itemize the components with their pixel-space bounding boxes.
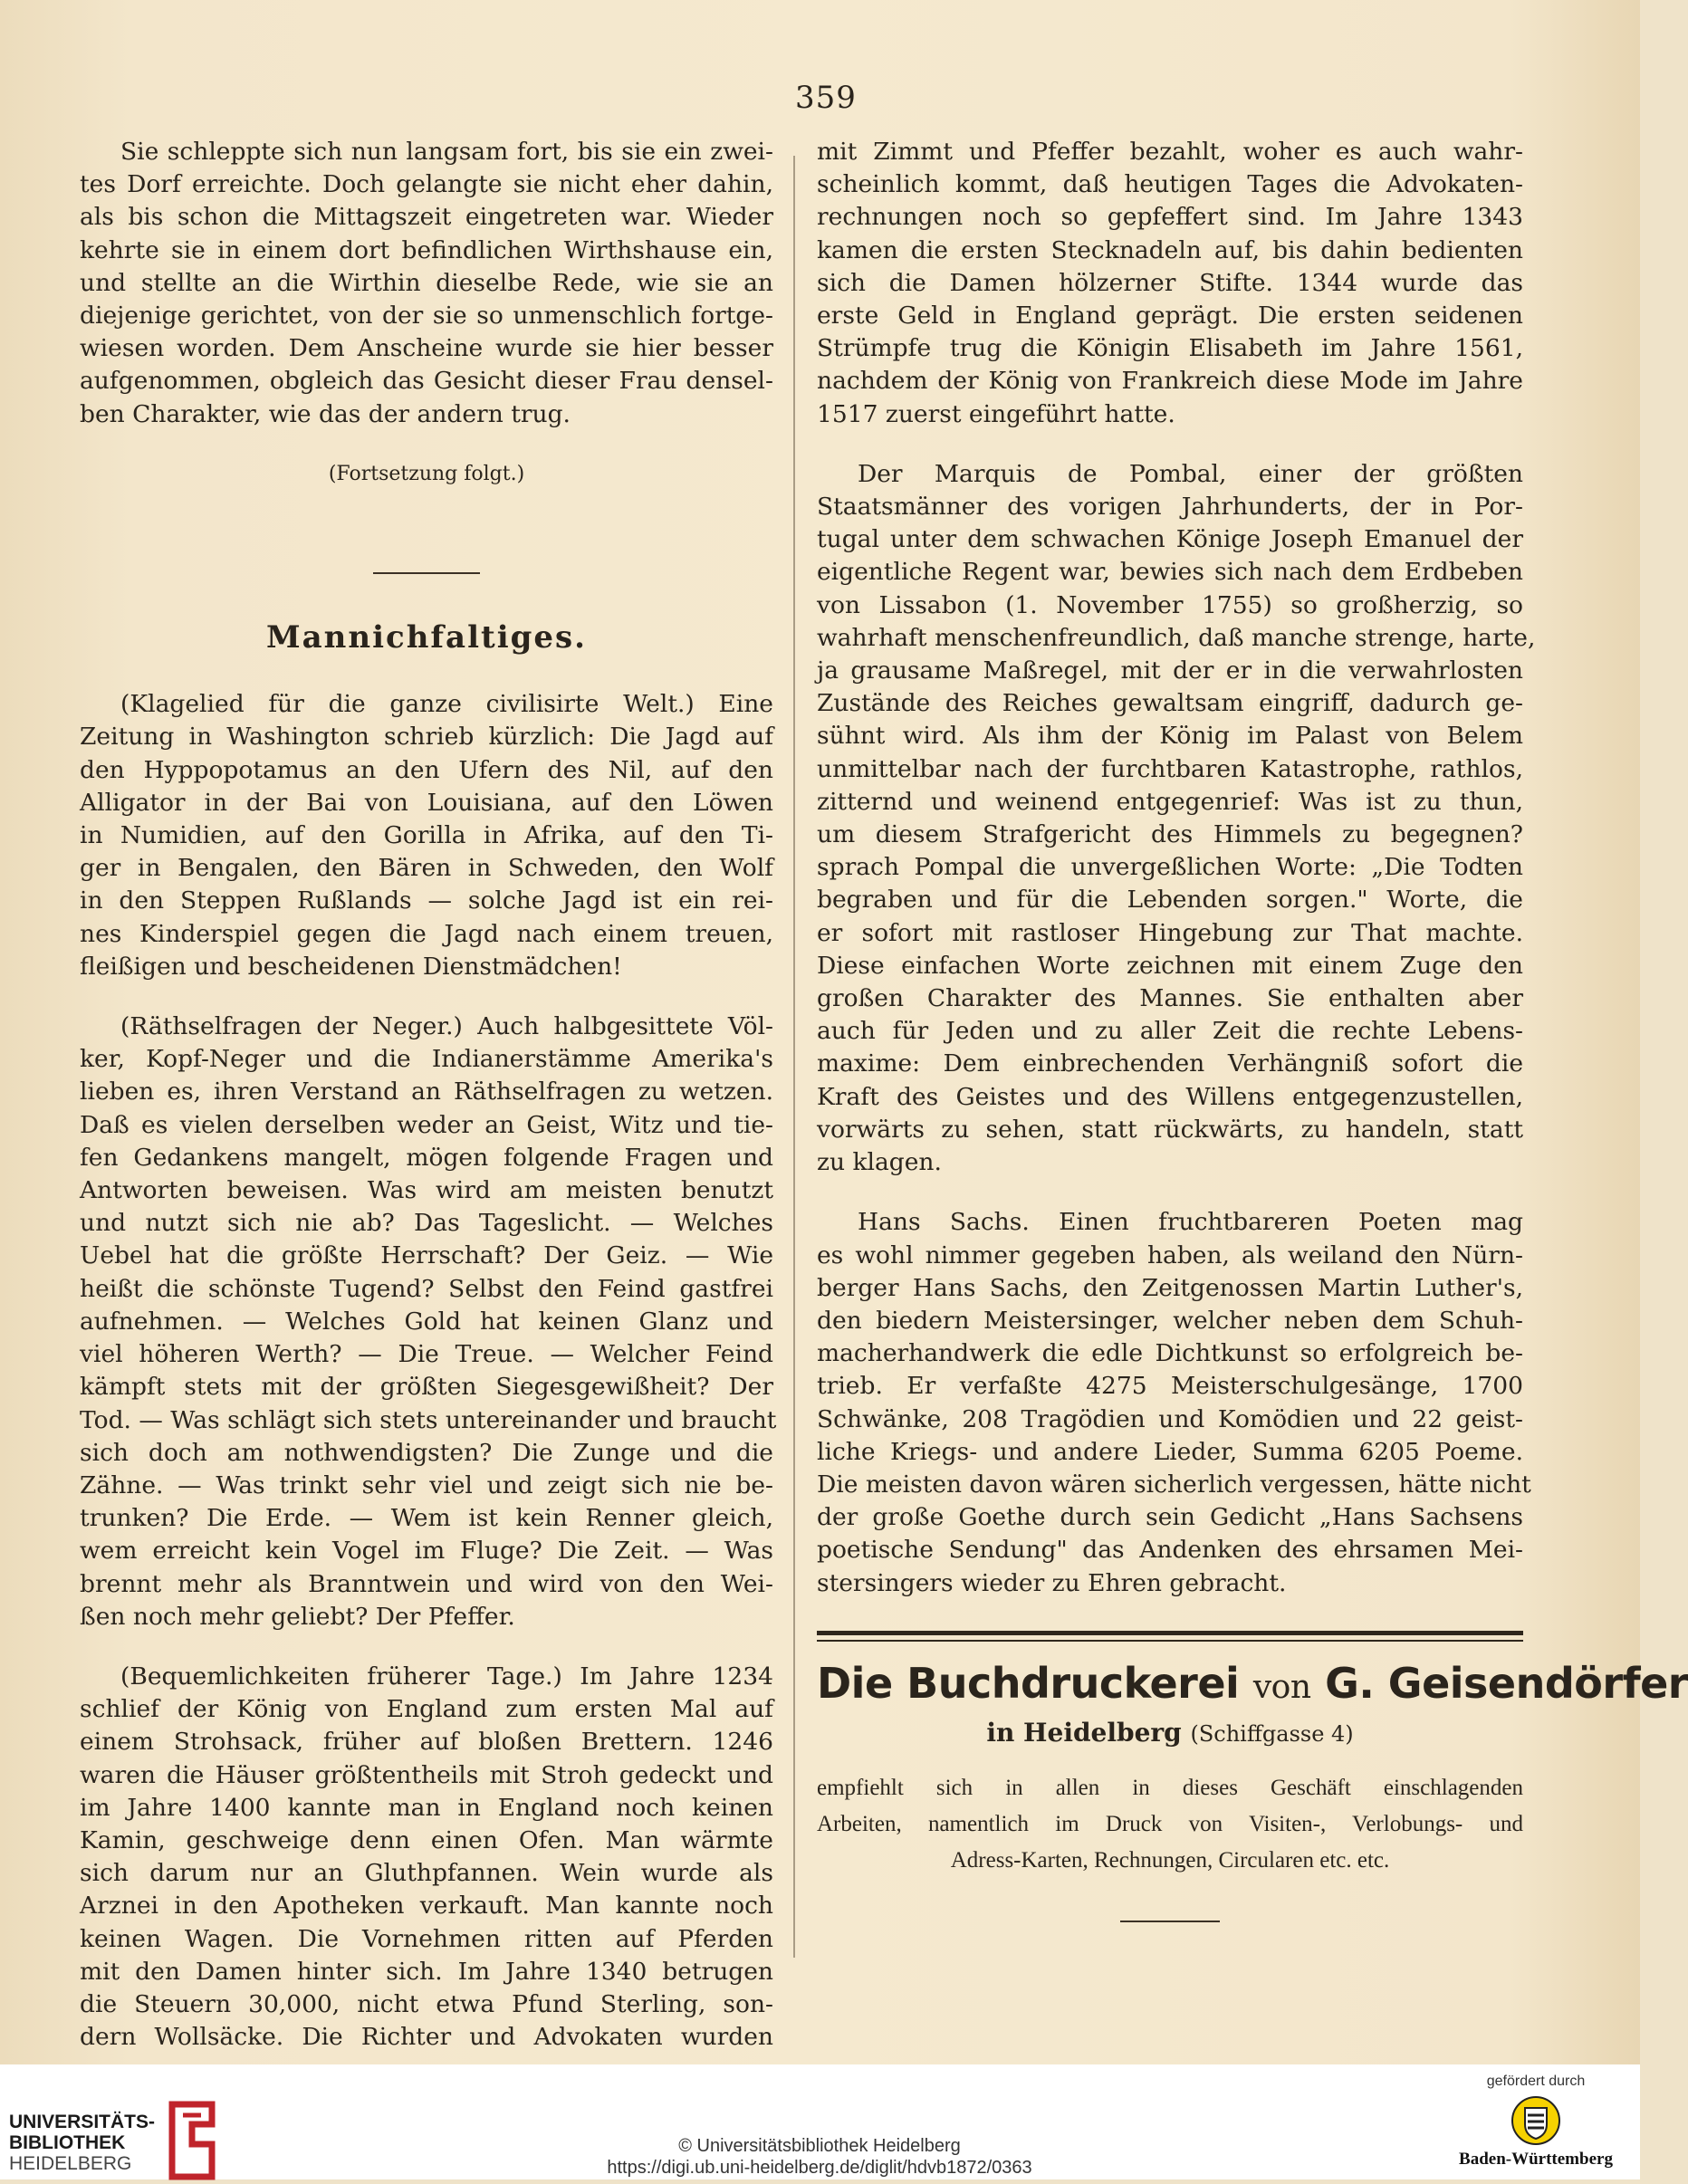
text-line: nachdem der König von Frankreich diese Mode im Jahre <box>817 367 1523 396</box>
ad-body-line: Arbeiten, namentlich im Druck von Visiten-, Verlobungs- und <box>817 1812 1523 1837</box>
text-line: lieben es, ihren Verstand an Räthselfragen zu wetzen. <box>80 1078 773 1106</box>
text-line: er sofort mit rastloser Hingebung zur That machte. <box>817 918 1523 947</box>
ad-title <box>817 1658 1688 1708</box>
text-line: Sie schleppte sich nun langsam fort, bis sie ein zwei- <box>120 138 773 166</box>
text-line: Hans Sachs. Einen fruchtbareren Poeten mag <box>858 1208 1523 1237</box>
text-line: die Steuern 30,000, nicht etwa Pfund Sterling, son- <box>80 1989 773 2018</box>
ad-city: in Heidelberg <box>986 1717 1182 1748</box>
text-line: Zeitung in Washington schrieb kürzlich: Die Jagd auf <box>80 723 773 752</box>
text-line: wahrhaft menschenfreundlich, daß manche strenge, harte, <box>817 623 1536 652</box>
text-line: dern Wollsäcke. Die Richter und Advokaten wurden <box>80 2023 773 2052</box>
text-line: sprach Pompal die unvergeßlichen Worte: „Die Todten <box>817 853 1523 882</box>
text-line: in Numidien, auf den Gorilla in Afrika, auf den Ti- <box>80 821 773 850</box>
text-line: brennt mehr als Branntwein und wird von den Wei- <box>80 1569 773 1598</box>
text-line: eigentliche Regent war, bewies sich nach dem Erdbeben <box>817 558 1523 587</box>
text-line: sich doch am nothwendigsten? Die Zunge und die <box>80 1438 773 1467</box>
text-line: Alligator in der Bai von Louisiana, auf den Löwen <box>80 788 773 817</box>
text-line: sich die Damen hölzerner Stifte. 1344 wurde das <box>817 268 1523 297</box>
library-mark-icon <box>165 2097 219 2184</box>
text-line: macherhandwerk die edle Dichtkunst so erfolgreich be- <box>817 1339 1523 1368</box>
text-line: kämpft stets mit der größten Siegesgewißheit? Der <box>80 1373 773 1402</box>
text-line: und stellte an die Wirthin dieselbe Rede, wie sie an <box>80 268 773 297</box>
continuation-note: (Fortsetzung folgt.) <box>328 462 525 485</box>
ad-location <box>817 1717 1523 1750</box>
text-line: ja grausame Maßregel, mit der er in die verwahrlosten <box>817 656 1523 685</box>
text-line: auch für Jeden und zu aller Zeit die rechte Lebens- <box>817 1017 1523 1046</box>
text-line: Staatsmänner des vorigen Jahrhunderts, der in Por- <box>817 493 1523 522</box>
story-continuation <box>80 136 773 431</box>
right-column <box>817 136 1688 1922</box>
text-line: maxime: Dem einbrechenden Verhängniß sofort die <box>817 1049 1523 1078</box>
library-name-line3: HEIDELBERG <box>9 2153 132 2174</box>
text-line: schlief der König von England zum ersten Mal auf <box>80 1695 773 1724</box>
text-line: es wohl nimmer gegeben haben, als weiland den Nürn- <box>817 1240 1523 1269</box>
text-line: Tod. — Was schlägt sich stets untereinander und braucht <box>80 1405 777 1434</box>
ad-body-line: Adress-Karten, Rechnungen, Circularen etc. etc. <box>950 1848 1390 1873</box>
text-line: trieb. Er verfaßte 4275 Meisterschulgesänge, 1700 <box>817 1372 1523 1401</box>
text-line: als bis schon die Mittagszeit eingetreten war. Wieder <box>80 203 773 232</box>
article-pombal <box>817 458 1536 1179</box>
ad-body <box>817 1770 1523 1879</box>
text-line: liche Kriegs- und andere Lieder, Summa 6205 Poeme. <box>817 1437 1523 1466</box>
text-line: ßen noch mehr geliebt? Der Pfeffer. <box>80 1602 515 1631</box>
ad-title-von: von <box>1252 1668 1311 1706</box>
text-line: Schwänke, 208 Tragödien und Komödien und 22 geist- <box>817 1404 1523 1433</box>
text-line: diejenige gerichtet, von der sie so unmenschlich fortge- <box>80 302 773 330</box>
copyright-text: © Universitätsbibliothek Heidelberg <box>678 2136 961 2156</box>
advertisement-rule <box>817 1631 1523 1642</box>
library-logo[interactable] <box>0 2084 217 2174</box>
page-number: 359 <box>795 80 857 116</box>
text-line: von Lissabon (1. November 1755) so großherzig, so <box>817 590 1523 619</box>
library-name-line1: UNIVERSITÄTS- <box>9 2112 156 2132</box>
text-line: 1517 zuerst eingeführt hatte. <box>817 399 1175 428</box>
text-line: Kamin, geschweige denn einen Ofen. Man wärmte <box>80 1825 773 1854</box>
text-line: in den Steppen Rußlands — solche Jagd ist ein rei- <box>80 886 773 915</box>
text-line: vorwärts zu sehen, statt rückwärts, zu handeln, statt <box>817 1115 1523 1144</box>
section-divider <box>373 572 480 574</box>
ad-end-rule <box>1120 1921 1220 1922</box>
text-line: und nutzt sich nie ab? Das Tageslicht. — Welches <box>80 1209 773 1238</box>
text-line: begraben und für die Lebenden sorgen." Worte, die <box>817 886 1523 915</box>
text-line: Die meisten davon wären sicherlich vergessen, hätte nicht <box>817 1470 1531 1499</box>
funder-block <box>1445 2074 1626 2170</box>
text-line: Daß es vielen derselben weder an Geist, Witz und tie- <box>80 1110 773 1139</box>
text-line: Kraft des Geistes und des Willens entgegenzustellen, <box>817 1082 1523 1111</box>
text-line: stersingers wieder zu Ehren gebracht. <box>817 1568 1287 1597</box>
text-line: unmittelbar nach der furchtbaren Katastrophe, rathlos, <box>817 754 1523 783</box>
text-line: kamen die ersten Stecknadeln auf, bis dahin bedienten <box>817 235 1523 264</box>
ad-title-name: G. Geisendörfer <box>1325 1658 1688 1708</box>
text-line: zitternd und weinend entgegenrief: Was ist zu thun, <box>817 787 1523 816</box>
text-line: trunken? Die Erde. — Wem ist kein Renner gleich, <box>80 1504 773 1533</box>
column-divider <box>793 156 795 1958</box>
text-line: den Hyppopotamus an den Ufern des Nil, auf den <box>80 755 773 784</box>
viewer-footer <box>0 2064 1640 2179</box>
article-hans-sachs <box>817 1206 1531 1599</box>
text-line: nes Kinderspiel gegen die Jagd nach einem treuen, <box>80 919 773 948</box>
article-bequemlichkeiten-cont <box>817 136 1523 431</box>
text-line: kehrte sie in einem dort befindlichen Wirthshause ein, <box>80 235 773 264</box>
text-line: der große Goethe durch sein Gedicht „Hans Sachsens <box>817 1503 1523 1532</box>
text-line: sich darum nur an Gluthpfannen. Wein wurde als <box>80 1859 773 1888</box>
text-line: heißt die schönste Tugend? Selbst den Feind gastfrei <box>80 1274 773 1303</box>
text-line: tugal unter dem schwachen Könige Joseph Emanuel der <box>817 525 1523 554</box>
text-line: Uebel hat die größte Herrschaft? Der Geiz. — Wie <box>80 1241 773 1270</box>
text-line: um diesem Strafgericht des Himmels zu begegnen? <box>817 820 1523 849</box>
library-name <box>9 2112 155 2174</box>
text-line: (Klagelied für die ganze civilisirte Welt.) Eine <box>120 690 773 719</box>
ad-title-main: Die Buchdruckerei <box>817 1658 1240 1708</box>
ad-body-line: empfiehlt sich in allen in dieses Geschäft einschlagenden <box>817 1776 1523 1801</box>
text-line: aufnehmen. — Welches Gold hat keinen Glanz und <box>80 1307 773 1336</box>
text-line: zu klagen. <box>817 1148 942 1177</box>
text-line: wiesen worden. Dem Anscheine wurde sie hier besser <box>80 334 773 363</box>
funded-by-label: gefördert durch <box>1486 2074 1586 2089</box>
text-line: Zähne. — Was trinkt sehr viel und zeigt sich nie be- <box>80 1470 773 1499</box>
text-line: fen Gedankens mangelt, mögen folgende Fragen und <box>80 1143 773 1172</box>
text-line: keinen Wagen. Die Vornehmen ritten auf Pferden <box>80 1924 773 1953</box>
ad-address: (Schiffgasse 4) <box>1190 1720 1354 1747</box>
text-line: Strümpfe trug die Königin Elisabeth im Jahre 1561, <box>817 334 1523 363</box>
left-column <box>80 136 777 2054</box>
text-line: tes Dorf erreichte. Doch gelangte sie nicht eher dahin, <box>80 170 773 199</box>
text-line: poetische Sendung" das Andenken des ehrsamen Mei- <box>817 1536 1523 1565</box>
library-name-line2: BIBLIOTHEK <box>9 2132 126 2153</box>
section-title: Mannichfaltiges. <box>265 619 588 656</box>
text-line: ker, Kopf-Neger und die Indianerstämme Amerika's <box>80 1045 773 1074</box>
text-line: sühnt wird. Als ihm der König im Palast von Belem <box>817 722 1523 751</box>
text-line: rechnungen noch so gepfeffert sind. Im Jahre 1343 <box>817 203 1523 232</box>
text-line: Zustände des Reiches gewaltsam eingriff, dadurch ge- <box>817 689 1523 718</box>
text-line: erste Geld in England geprägt. Die ersten seidenen <box>817 302 1523 330</box>
source-url-link[interactable]: https://digi.ub.uni-heidelberg.de/diglit/hdvb1872/0363 <box>607 2158 1032 2178</box>
text-line: viel höheren Werth? — Die Treue. — Welcher Feind <box>80 1340 773 1369</box>
state-seal-icon <box>1511 2095 1561 2146</box>
text-line: ger in Bengalen, den Bären in Schweden, den Wolf <box>80 854 773 883</box>
text-line: mit Zimmt und Pfeffer bezahlt, woher es auch wahr- <box>817 138 1523 166</box>
text-line: wem erreicht kein Vogel im Fluge? Die Zeit. — Was <box>80 1537 773 1566</box>
text-line: Arznei in den Apotheken verkauft. Man kannte noch <box>80 1892 773 1921</box>
text-line: aufgenommen, obgleich das Gesicht dieser Frau densel- <box>80 367 773 396</box>
text-line: mit den Damen hinter sich. Im Jahre 1340 betrugen <box>80 1957 773 1986</box>
text-line: scheinlich kommt, daß heutigen Tages die Advokaten- <box>817 170 1523 199</box>
text-line: Diese einfachen Worte zeichnen mit einem Zuge den <box>817 951 1523 980</box>
text-line: großen Charakter des Mannes. Sie enthalten aber <box>817 984 1523 1013</box>
text-line: einem Strohsack, früher auf bloßen Brettern. 1246 <box>80 1728 773 1757</box>
text-line: im Jahre 1400 kannte man in England noch keinen <box>80 1793 773 1822</box>
text-line: (Räthselfragen der Neger.) Auch halbgesittete Völ- <box>120 1012 773 1041</box>
text-line: waren die Häuser größtentheils mit Stroh gedeckt und <box>80 1760 773 1789</box>
text-line: (Bequemlichkeiten früherer Tage.) Im Jahre 1234 <box>120 1662 773 1691</box>
text-line: Antworten beweisen. Was wird am meisten benutzt <box>80 1176 773 1205</box>
funder-name: Baden-Württemberg <box>1459 2150 1613 2169</box>
text-line: fleißigen und bescheidenen Dienstmädchen! <box>80 952 622 981</box>
text-line: ben Charakter, wie das der andern trug. <box>80 399 571 428</box>
text-line: den biedern Meistersinger, welcher neben dem Schuh- <box>817 1306 1523 1335</box>
text-line: berger Hans Sachs, den Zeitgenossen Martin Luther's, <box>817 1273 1523 1302</box>
article-bequemlichkeiten <box>80 1661 773 2054</box>
text-line: Der Marquis de Pombal, einer der größten <box>858 459 1523 488</box>
article-klagelied <box>80 688 773 983</box>
article-raethselfragen <box>80 1011 777 1633</box>
footer-credits <box>507 2135 1132 2179</box>
